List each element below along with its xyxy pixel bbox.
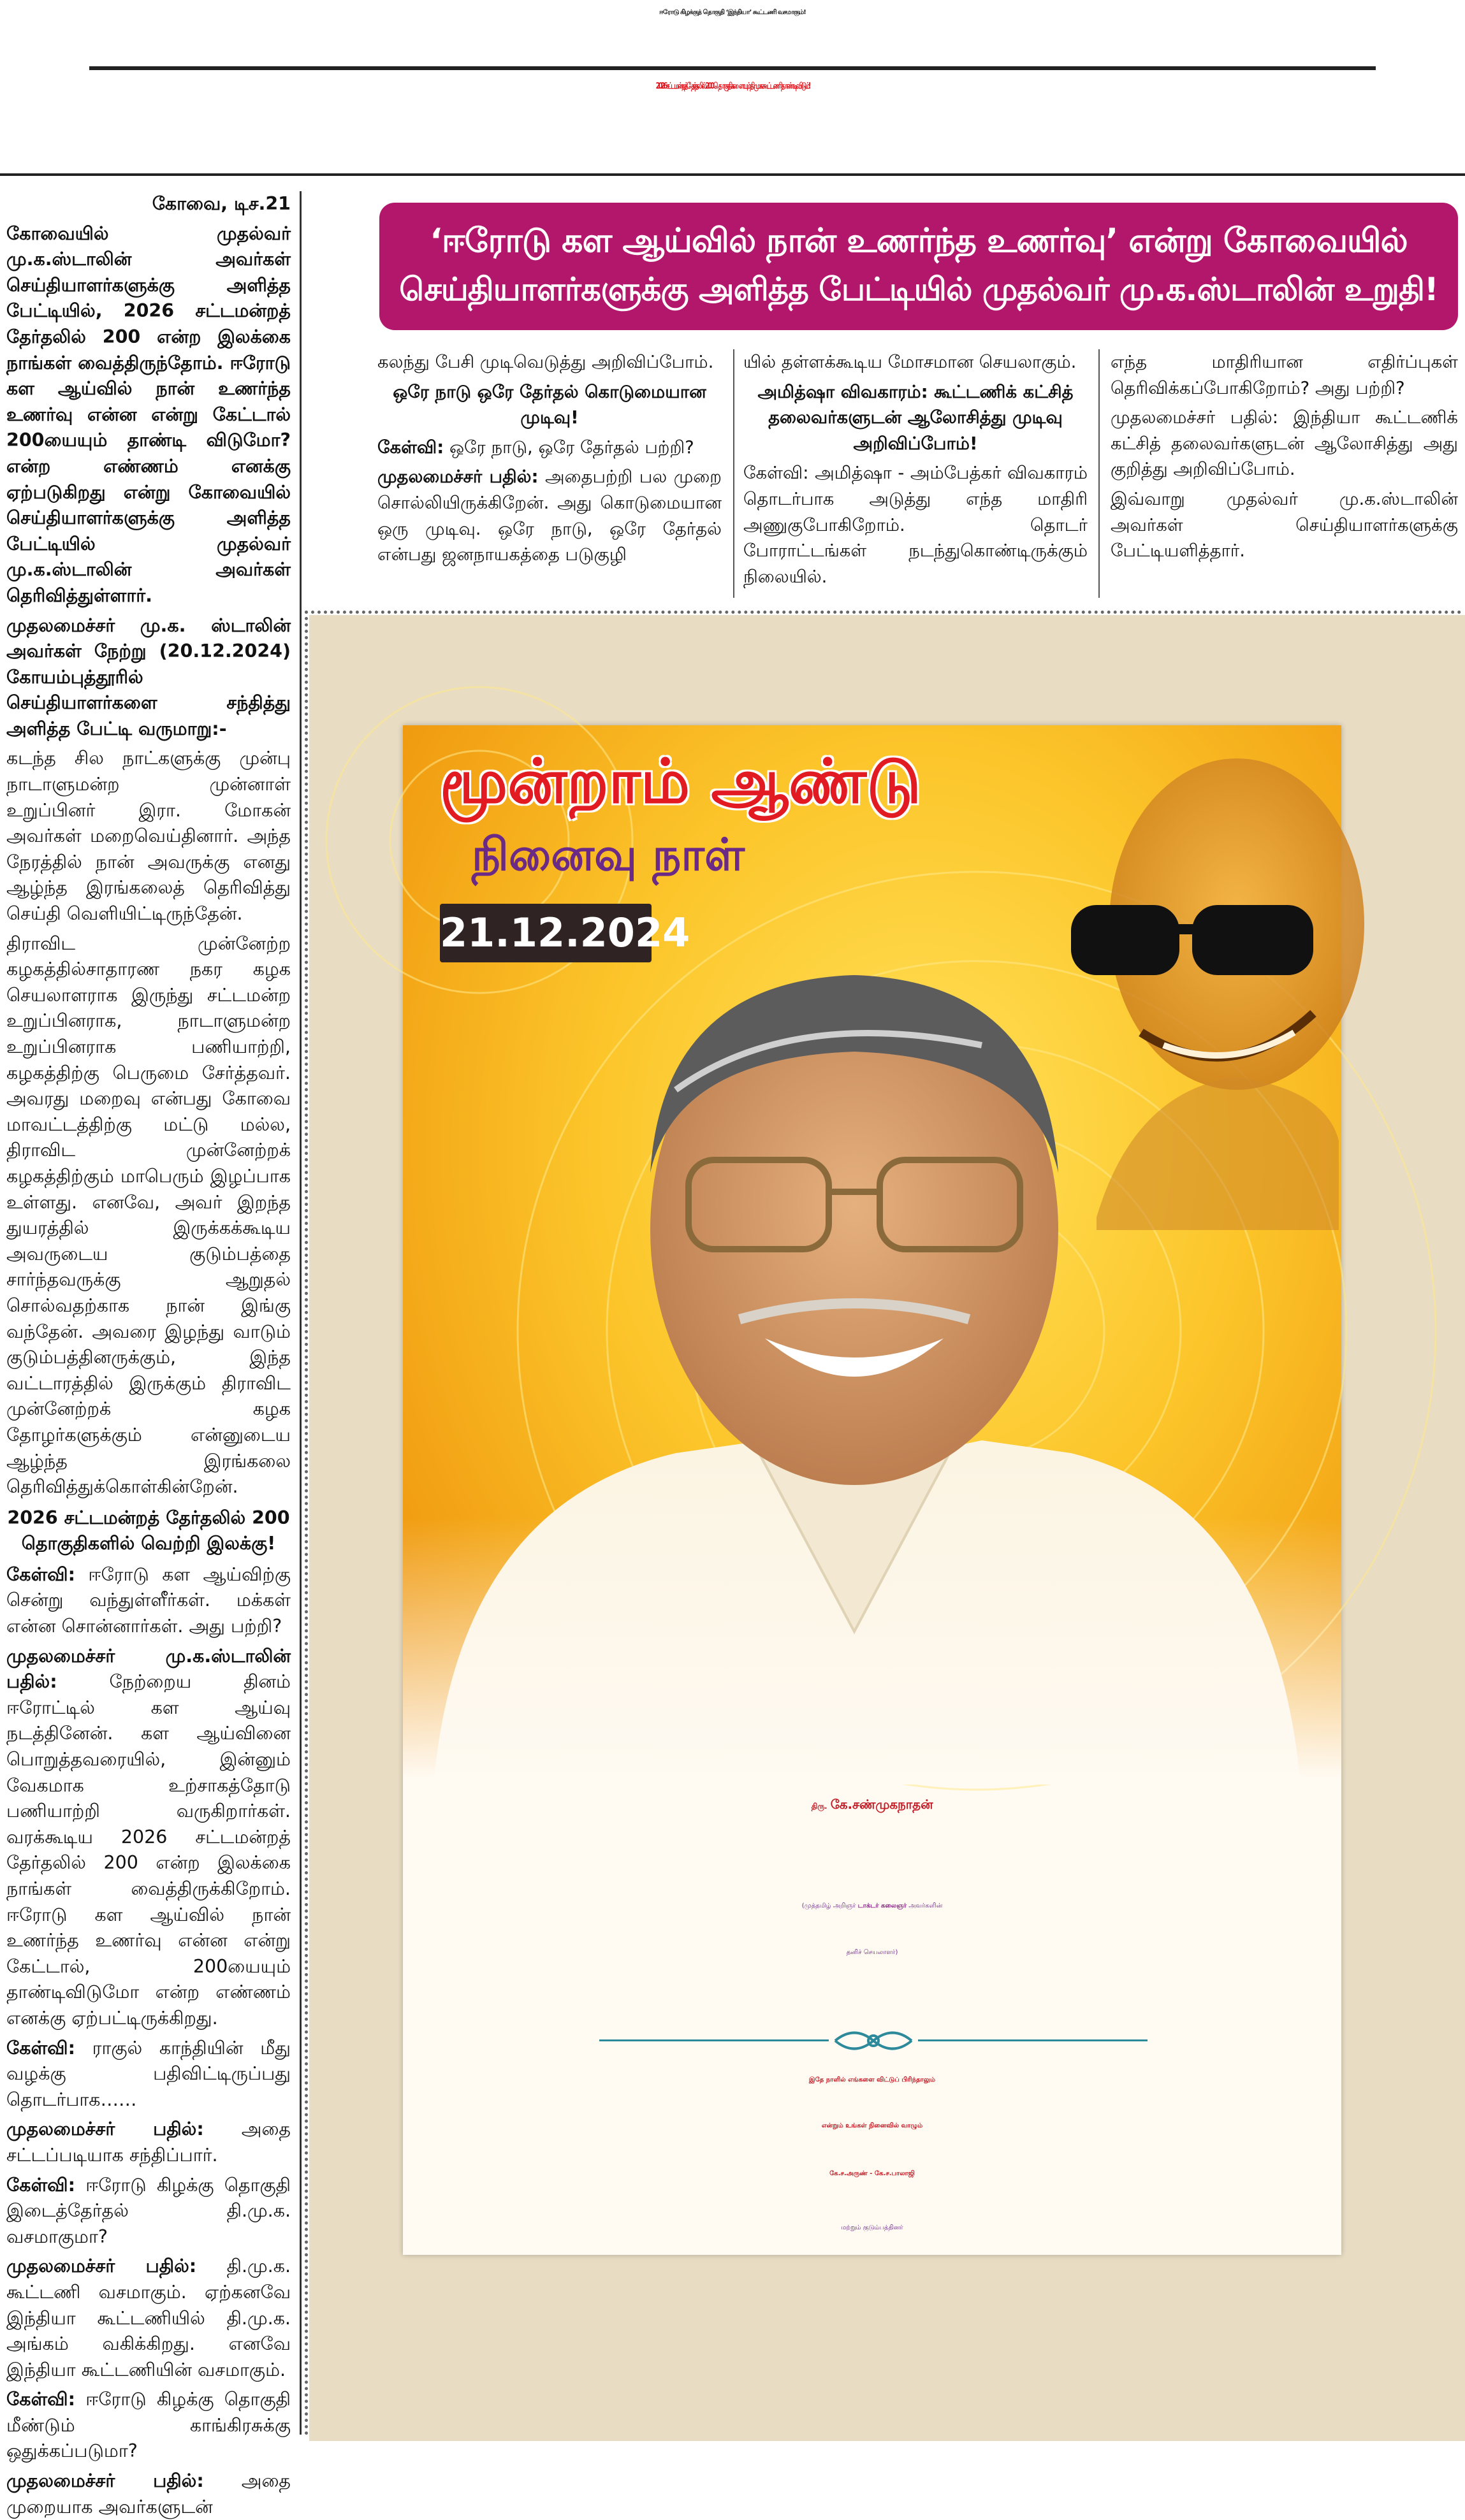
question-text: ஈரோடு கிழக்கு தொகுதி மீண்டும் காங்கிரசுக்கு ஒதுக்கப்படுமா? (6, 2389, 291, 2462)
question-text: ராகுல் காந்தியின் மீது வழக்கு பதிவிட்டிருப்பது தொடர்பாக…… (6, 2037, 291, 2110)
column-divider (733, 349, 734, 598)
answer-paragraph (6, 2117, 291, 2168)
left-article-column (6, 191, 291, 2517)
article-subhead: ஒரே நாடு ஒரே தேர்தல் கொடுமையான முடிவு! (393, 381, 706, 428)
question-label: கேள்வி: (6, 2037, 76, 2059)
role-close: அவர்களின் (907, 1902, 943, 1909)
column-divider (1098, 349, 1100, 598)
name-prefix: திரு. (811, 1802, 827, 1811)
middle-column-3 (1111, 349, 1458, 598)
answer-label: முதலமைச்சர் பதில்: (6, 2256, 197, 2277)
article-paragraph: இவ்வாறு முதல்வர் மு.க.ஸ்டாலின் அவர்கள் செய்தியாளர்களுக்கு பேட்டியளித்தார். (1111, 488, 1458, 561)
answer-paragraph (6, 2254, 291, 2383)
tribute-line-2: என்றும் உங்கள் நினைவில் வாழும் (821, 2122, 923, 2129)
article-subhead: 2026 சட்டமன்றத் தேர்தலில் 200 தொகுதிகளில் வெற்றி இலக்கு! (7, 1507, 290, 1554)
question-text: ஒரே நாடு, ஒரே தேர்தல் பற்றி? (449, 437, 694, 458)
ad-date-badge: 21.12.2024 (440, 904, 652, 962)
kicker-divider (89, 66, 1376, 70)
article-paragraph: யில் தள்ளக்கூடிய மோசமான செயலாகும். (743, 352, 1077, 372)
kicker-headline: ஈரோடு கிழக்குத் தொகுதி ‘இந்தியா’ கூட்டணி வசமாகும்! (659, 9, 806, 16)
banner-line-2: செய்தியாளர்களுக்கு அளித்த பேட்டியில் முதல்வர் மு.க.ஸ்டாலின் உறுதி! (399, 271, 1438, 308)
question-paragraph (6, 1562, 291, 1640)
question-label: கேள்வி: (6, 2389, 76, 2410)
answer-text: நேற்றைய தினம் ஈரோட்டில் கள ஆய்வு நடத்தினேன். கள ஆய்வினை பொறுத்தவரையில், இன்னும் வேகமாக உற்சாகத்தோடு பணியாற்றி வருகிறார்கள். வரக்கூடிய 2026 சட்டமன்றத் தேர்தலில் 200 என்ற இலக்கை நாங்கள் வைத்திருக்கிறோம். ஈரோடு கள ஆய்வில் நான் உணர்ந்த உணர்வு என்ன என்று கேட்டால், 200யையும் தாண்டிவிடுமோ என்ற எண்ணம் எனக்கு ஏற்பட்டிருக்கிறது. (6, 1671, 291, 2029)
ornament-line (599, 2039, 829, 2041)
column-divider (300, 191, 302, 2435)
banner-line-1: ‘ஈரோடு கள ஆய்வில் நான் உணர்ந்த உணர்வு’ என்று கோவையில் (430, 222, 1408, 260)
middle-column-1 (377, 349, 722, 598)
question-label: கேள்வி: (6, 2174, 76, 2196)
answer-paragraph: முதலமைச்சர் பதில்: இந்தியா கூட்டணிக் கட்சித் தலைவர்களுடன் ஆலோசித்து அது குறித்து அறிவிப்போம். (1111, 407, 1458, 480)
answer-label: முதலமைச்சர் பதில்: (377, 467, 539, 488)
question-paragraph (377, 435, 722, 461)
ad-title: மூன்றாம் ஆண்டு (440, 746, 921, 817)
answer-paragraph (6, 1644, 291, 2032)
article-paragraph: எந்த மாதிரியான எதிர்ப்புகள் தெரிவிக்கப்போகிறோம்? அது பற்றி? (1111, 352, 1458, 398)
tribute-family-names: கே.ச.அருண் - கே.ச.பாலாஜி (829, 2170, 915, 2177)
article-lead: கோவையில் முதல்வர் மு.க.ஸ்டாலின் அவர்கள் செய்தியாளர்களுக்கு அளித்த பேட்டியில், 2026 சட்டமன்றத் தேர்தலில் 200 என்ற இலக்கை நாங்கள் வைத்திருந்தோம். ஈரோடு கள ஆய்வில் நான் உணர்ந்த உணர்வு என்ன என்று கேட்டால் 200யையும் தாண்டி விடுமோ? என்ற எண்ணம் எனக்கு ஏற்படுகிறது என்று கோவையில் செய்தியாளர்களுக்கு அளித்த பேட்டியில் முதல்வர் மு.க.ஸ்டாலின் அவர்கள் தெரிவித்துள்ளார். (6, 222, 291, 606)
article-paragraph: கடந்த சில நாட்களுக்கு முன்பு நாடாளுமன்ற முன்னாள் உறுப்பினர் இரா. மோகன் அவர்கள் மறைவெய்தினார். அந்த நேரத்தில் நான் அவருக்கு எனது ஆழ்ந்த இரங்கலைத் தெரிவித்து செய்தி வெளியிட்டிருந்தேன். (6, 748, 291, 925)
role-highlight: டாக்டர் கலைஞர் (857, 1902, 907, 1909)
answer-text: தி.மு.க. கூட்டணி வசமாகும். ஏற்கனவே இந்தியா கூட்டணியில் தி.மு.க. அங்கம் வகிக்கிறது. எனவே இந்தியா கூட்டணியின் வசமாகும். (6, 2256, 291, 2380)
answer-text: அதை முறையாக அவர்களுடன் (6, 2470, 291, 2517)
article-intro: முதலமைச்சர் மு.க. ஸ்டாலின் அவர்கள் நேற்று (20.12.2024) கோயம்புத்தூரில் செய்தியாளர்களை சந்தித்து அளித்த பேட்டி வருமாறு:- (6, 614, 291, 739)
question-paragraph (6, 2173, 291, 2250)
answer-label: முதலமைச்சர் மு.க.ஸ்டாலின் பதில்: (6, 1645, 291, 1693)
middle-column-2 (743, 349, 1088, 598)
answer-text: அதை சட்டப்படியாக சந்திப்பார். (6, 2118, 291, 2166)
quote-banner (379, 203, 1458, 330)
question-paragraph: கேள்வி: அமித்ஷா - அம்பேத்கர் விவகாரம் தொடர்பாக அடுத்து எந்த மாதிரி அணுகுபோகிறோம். தொடர் போராட்டங்கள் நடந்துகொண்டிருக்கும் நிலையில். (743, 463, 1088, 587)
article-paragraph: கலந்து பேசி முடிவெடுத்து அறிவிப்போம். (377, 352, 714, 372)
dateline: கோவை, டிச.21 (152, 193, 291, 214)
article-subhead: அமித்ஷா விவகாரம்: கூட்டணிக் கட்சித் தலைவர்களுடன் ஆலோசித்து முடிவு அறிவிப்போம்! (757, 381, 1074, 454)
question-label: கேள்வி: (377, 437, 444, 458)
question-paragraph (6, 2036, 291, 2113)
tribute-line-1: இதே நாளில் எங்களை விட்டுப் பிரிந்தாலும் (808, 2076, 936, 2083)
role-open: (முத்தமிழ் அறிஞர் (801, 1902, 858, 1909)
question-text: ஈரோடு கள ஆய்விற்கு சென்று வந்துள்ளீர்கள். மக்கள் என்ன சொன்னார்கள். அது பற்றி? (6, 1563, 291, 1637)
question-paragraph (6, 2387, 291, 2465)
role-line-1 (403, 1902, 1341, 1910)
ad-name-line (403, 1797, 1341, 1814)
headline-divider (0, 173, 1465, 176)
question-label: கேள்வி: (6, 1563, 76, 1585)
role-line-2: தனிச் செயலாளர்) (846, 1949, 898, 1956)
answer-paragraph (6, 2468, 291, 2520)
answer-text: அதைபற்றி பல முறை சொல்லியிருக்கிறேன். அது கொடுமையான ஒரு முடிவு. ஒரே நாடு, ஒரே தேர்தல் என்பது ஜனநாயகத்தை படுகுழி (377, 467, 722, 565)
ornament-icon (829, 2022, 918, 2060)
article-paragraph: திராவிட முன்னேற்ற கழகத்தில்சாதாரண நகர கழக செயலாளராக இருந்து சட்டமன்ற உறுப்பினராக, நாடாளுமன்ற உறுப்பினராக பணியாற்றி, கழகத்திற்கு பெருமை சேர்த்தவர். அவரது மறைவு என்பது கோவை மாவட்டத்திற்கு மட்டு மல்ல, திராவிட முன்னேற்றக் கழகத்திற்கும் மாபெரும் இழப்பாக உள்ளது. எனவே, அவர் இறந்த துயரத்தில் இருக்கக்கூடிய அவருடைய குடும்பத்தை சார்ந்தவருக்கு ஆறுதல் சொல்வதற்காக நான் இங்கு வந்தேன். அவரை இழந்து வாடும் குடும்பத்தினருக்கும், இந்த வட்டாரத்தில் இருக்கும் திராவிட முன்னேற்றக் கழக தோழர்களுக்கும் என்னுடைய ஆழ்ந்த இரங்கலை தெரிவித்துக்கொள்கின்றேன். (6, 932, 291, 1498)
question-text: ஈரோடு கிழக்கு தொகுதி இடைத்தேர்தல் தி.மு.க. வசமாகுமா? (6, 2174, 291, 2247)
ornament-line (918, 2039, 1148, 2041)
memorial-portrait (408, 931, 1301, 1785)
main-headline: 2026 சட்டமன்றத் தேர்தலில் 200 தொகுதிகளையும் தி.மு.க. கூட்டணி தாண்டிவிடும்! (655, 82, 810, 91)
tribute-family: மற்றும் குடும்பத்தினர் (841, 2224, 903, 2231)
answer-paragraph (377, 464, 722, 567)
answer-label: முதலமைச்சர் பதில்: (6, 2470, 204, 2492)
answer-label: முதலமைச்சர் பதில்: (6, 2118, 204, 2140)
ad-subtitle: நினைவு நாள் (472, 829, 745, 881)
deceased-name: கே.சண்முகநாதன் (830, 1797, 933, 1812)
